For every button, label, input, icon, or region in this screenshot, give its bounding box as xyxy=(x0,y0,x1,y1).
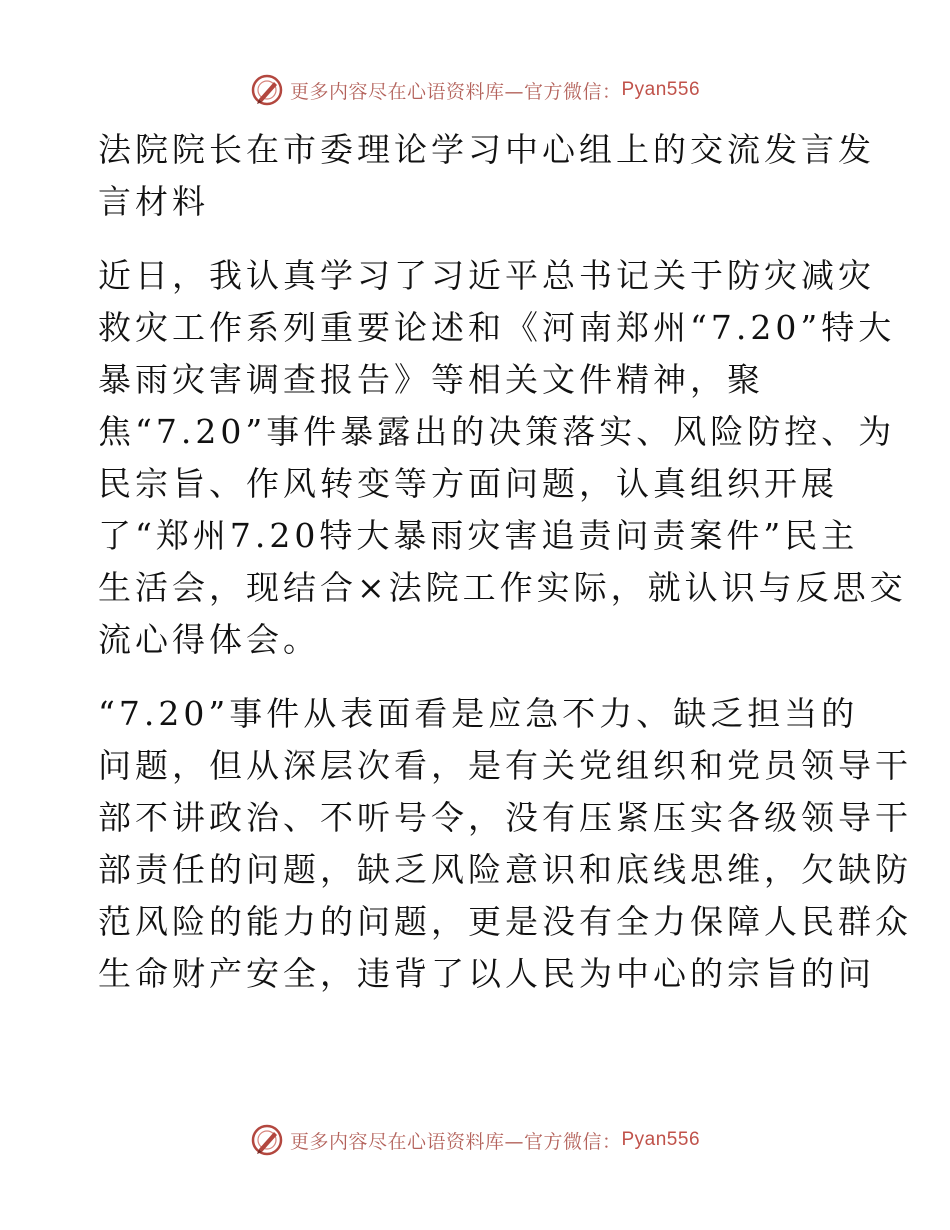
paragraph-line: 部责任的问题，缺乏风险意识和底线思维，欠缺防 xyxy=(98,850,912,889)
paragraph-line: 暴雨灾害调查报告》等相关文件精神，聚 xyxy=(98,360,764,399)
document-body xyxy=(98,124,912,1000)
paragraph-line: 生命财产安全，违背了以人民为中心的宗旨的问 xyxy=(98,954,875,993)
paragraph-line: 流心得体会。 xyxy=(98,620,320,659)
paragraph-line: “7.20”事件从表面看是应急不力、缺乏担当的 xyxy=(98,694,859,733)
watermark-text: 更多内容尽在心语资料库—官方微信： xyxy=(289,1130,622,1153)
paragraph-line: 民宗旨、作风转变等方面问题，认真组织开展 xyxy=(98,464,838,503)
watermark-wechat-id: Pyan556 xyxy=(621,79,701,100)
paragraph-line: 生活会，现结合×法院工作实际，就认识与反思交 xyxy=(98,568,907,607)
paragraph-line: 焦“7.20”事件暴露出的决策落实、风险防控、为 xyxy=(98,412,896,451)
pen-logo-icon xyxy=(250,1123,284,1157)
paragraph-line: 范风险的能力的问题，更是没有全力保障人民群众 xyxy=(98,902,912,941)
watermark-wechat-id: Pyan556 xyxy=(621,1129,701,1150)
title-line: 言材料 xyxy=(98,182,209,221)
paragraph-line: 部不讲政治、不听号令，没有压紧压实各级领导干 xyxy=(98,798,912,837)
paragraph-line: 问题，但从深层次看，是有关党组织和党员领导干 xyxy=(98,746,912,785)
paragraph-line: 近日，我认真学习了习近平总书记关于防灾减灾 xyxy=(98,256,875,295)
paragraph-line: 救灾工作系列重要论述和《河南郑州“7.20”特大 xyxy=(98,308,896,347)
pen-logo-icon xyxy=(250,73,284,107)
watermark-text: 更多内容尽在心语资料库—官方微信： xyxy=(289,80,622,103)
header-watermark xyxy=(0,70,950,110)
paragraph-line: 了“郑州7.20特大暴雨灾害追责问责案件”民主 xyxy=(98,516,859,555)
footer-watermark xyxy=(0,1120,950,1160)
title-line: 法院院长在市委理论学习中心组上的交流发言发 xyxy=(98,130,875,169)
